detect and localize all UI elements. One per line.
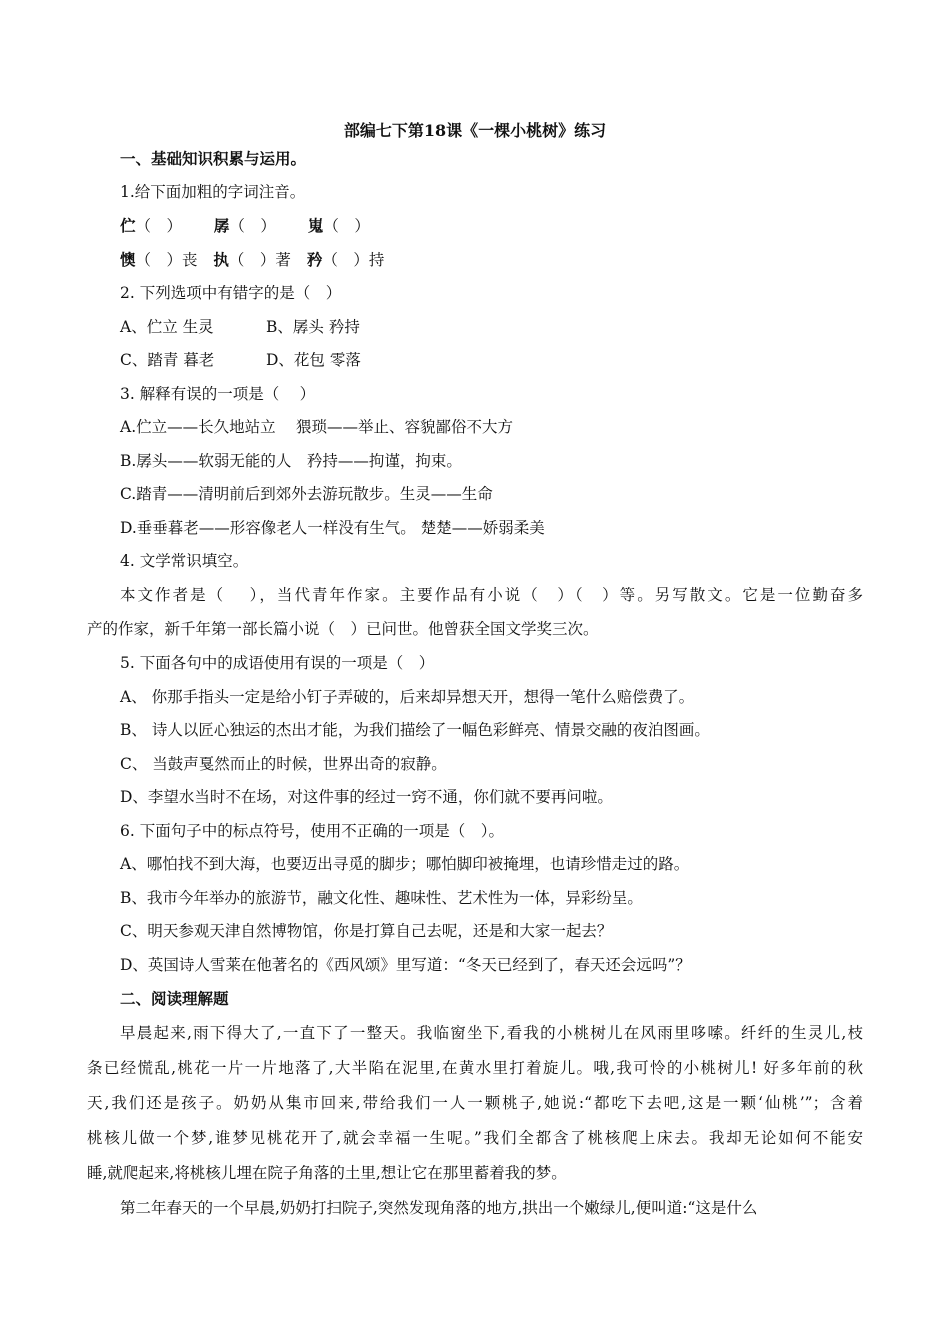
option-d: D、花包 零落 bbox=[266, 351, 361, 369]
question-2-options-cd bbox=[120, 349, 361, 371]
question-6-option-c: C、明天参观天津自然博物馆，你是打算自己去呢，还是和大家一起去？ bbox=[120, 922, 613, 940]
question-4-line-1 bbox=[120, 584, 863, 606]
question-2-stem: 2. 下列选项中有错字的是（ ） bbox=[120, 284, 342, 302]
question-6-option-b: B、我市今年举办的旅游节，融文化性、趣味性、艺术性为一体，异彩纷呈。 bbox=[120, 889, 643, 907]
pinyin-blank: （ ）丧 bbox=[135, 251, 198, 269]
question-3-option-d: D.垂垂暮老——形容像老人一样没有生气。 楚楚——娇弱柔美 bbox=[120, 519, 545, 537]
passage-line bbox=[87, 1057, 863, 1079]
passage-line bbox=[120, 1022, 863, 1044]
pinyin-char: 嵬 bbox=[307, 216, 324, 235]
pinyin-char: 执 bbox=[213, 250, 229, 269]
passage-line: 睡,就爬起来,将桃核儿埋在院子角落的土里,想让它在那里蓄着我的梦。 bbox=[87, 1164, 567, 1182]
section-heading-basics: 一、基础知识积累与运用。 bbox=[120, 149, 307, 168]
question-3-option-a: A.伫立——长久地站立 猥琐——举止、容貌鄙俗不大方 bbox=[120, 418, 514, 436]
passage-text: 天,我们还是孩子。奶奶从集市回来,带给我们一人一颗桃子,她说:“都吃下去吧,这是一颗‘仙桃’”；含着 bbox=[87, 1094, 863, 1112]
page-title: 部编七下第18课《一棵小桃树》练习 bbox=[343, 121, 607, 140]
question-4-stem: 4. 文学常识填空。 bbox=[120, 552, 249, 570]
pinyin-blank: （ ） bbox=[229, 217, 276, 235]
question-4-text: 本文作者是（ ），当代青年作家。主要作品有小说（ ）（ ）等。另写散文。它是一位勤奋多 bbox=[120, 586, 863, 604]
pinyin-blank: （ ）持 bbox=[322, 251, 385, 269]
passage-text: 条已经慌乱,桃花一片一片地落了,大半陷在泥里,在黄水里打着旋儿。哦,我可怜的小桃树儿! 好多年前的秋 bbox=[87, 1059, 863, 1077]
section-heading-reading: 二、阅读理解题 bbox=[120, 989, 229, 1008]
question-5-option-b: B、 诗人以匠心独运的杰出才能，为我们描绘了一幅色彩鲜亮、情景交融的夜泊图画。 bbox=[120, 721, 710, 739]
question-4-line-2: 产的作家，新千年第一部长篇小说（ ）已问世。他曾获全国文学奖三次。 bbox=[87, 620, 599, 638]
question-3-stem: 3. 解释有误的一项是（ ） bbox=[120, 385, 316, 403]
passage-line: 第二年春天的一个早晨,奶奶打扫院子,突然发现角落的地方,拱出一个嫩绿儿,便叫道:“这是什么 bbox=[120, 1199, 758, 1217]
option-c: C、踏青 暮老 bbox=[120, 351, 215, 369]
question-5-option-d: D、李望水当时不在场，对这件事的经过一窍不通，你们就不要再问啦。 bbox=[120, 788, 613, 806]
option-a: A、伫立 生灵 bbox=[120, 318, 214, 336]
pinyin-char: 孱 bbox=[213, 216, 230, 235]
passage-text: 桃核儿做一个梦,谁梦见桃花开了,就会幸福一生呢。”我们全都含了桃核爬上床去。我却无论如何不能安 bbox=[87, 1129, 863, 1147]
question-5-option-c: C、 当鼓声戛然而止的时候，世界出奇的寂静。 bbox=[120, 755, 447, 773]
pinyin-blank: （ ） bbox=[135, 217, 183, 235]
pinyin-char: 懊 bbox=[120, 250, 136, 269]
question-1-stem: 1.给下面加粗的字词注音。 bbox=[120, 183, 306, 201]
passage-text: 早晨起来,雨下得大了,一直下了一整天。我临窗坐下,看我的小桃树儿在风雨里哆嗦。纤纤的生灵儿,枝 bbox=[120, 1024, 863, 1042]
question-1-row-2 bbox=[120, 249, 384, 271]
question-6-option-a: A、哪怕找不到大海，也要迈出寻觅的脚步；哪怕脚印被掩埋，也请珍惜走过的路。 bbox=[120, 855, 690, 873]
question-5-option-a: A、 你那手指头一定是给小钉子弄破的，后来却异想天开，想得一笔什么赔偿费了。 bbox=[120, 688, 695, 706]
question-6-stem: 6. 下面句子中的标点符号，使用不正确的一项是（ ）。 bbox=[120, 822, 504, 840]
pinyin-char: 伫 bbox=[120, 216, 136, 235]
pinyin-blank: （ ）著 bbox=[228, 251, 291, 269]
question-3-option-b: B.孱头——软弱无能的人 矜持——拘谨，拘束。 bbox=[120, 452, 462, 470]
pinyin-char: 矜 bbox=[306, 250, 323, 269]
pinyin-blank: （ ） bbox=[323, 217, 370, 235]
question-3-option-c: C.踏青——清明前后到郊外去游玩散步。生灵——生命 bbox=[120, 485, 493, 503]
passage-line bbox=[87, 1127, 863, 1149]
question-6-option-d: D、英国诗人雪莱在他著名的《西风颂》里写道：“冬天已经到了，春天还会远吗”？ bbox=[120, 956, 691, 974]
passage-line bbox=[87, 1092, 863, 1114]
question-5-stem: 5. 下面各句中的成语使用有误的一项是（ ） bbox=[120, 654, 435, 672]
question-1-row-1 bbox=[120, 215, 370, 237]
option-b: B、孱头 矜持 bbox=[266, 318, 360, 336]
question-2-options-ab bbox=[120, 316, 360, 338]
